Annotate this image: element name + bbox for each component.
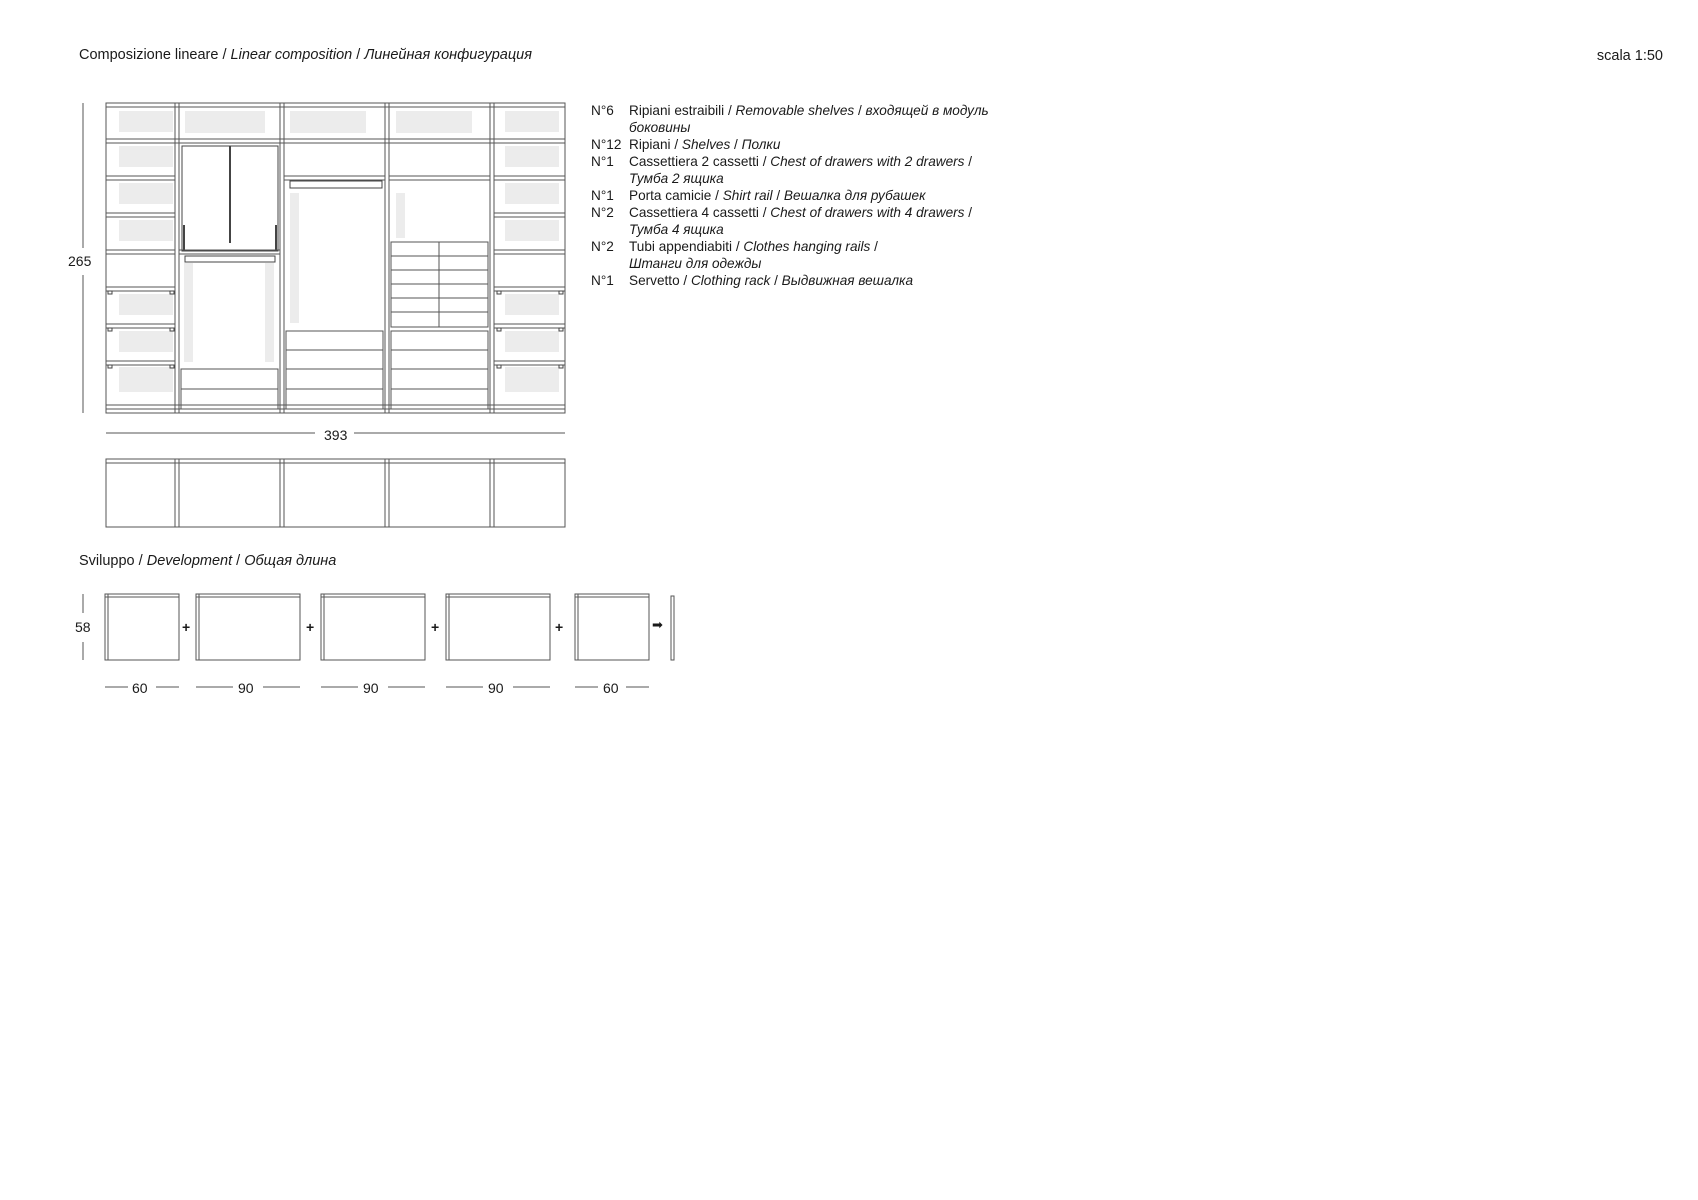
chest-4-drawers-a [286,331,383,409]
chest-2-drawers [181,369,278,409]
development-title-it: Sviluppo [79,553,135,569]
module-width-label: 90 [488,680,504,696]
width-dimension-label: 393 [324,427,348,443]
plus-sign: + [555,619,564,635]
legend-it: Ripiani [629,137,675,152]
shirt-rail [290,181,382,188]
legend-ru: Полки [741,137,781,152]
dev-module-2 [196,594,300,660]
legend-ru: Тумба 4 ящика [629,222,724,237]
module-width-label: 90 [238,680,254,696]
title-russian: Линейная конфигурация [364,47,532,63]
depth-dimension-label: 58 [75,619,91,635]
dev-module-4 [446,594,550,660]
legend-it: Tubi appendiabiti [629,239,733,254]
height-dimension-label: 265 [68,253,92,269]
plus-sign: + [306,619,315,635]
dev-module-1 [105,594,179,660]
end-panel [671,596,674,660]
legend-item: N°1 Porta camicie / Shirt rail / Вешалка для рубашек [591,188,926,203]
legend-en: Shirt rail [722,188,773,203]
module-width-label: 60 [603,680,619,696]
legend-item: N°6 Ripiani estraibili / Removable shelves / входящей в модуль боковины [591,103,989,135]
page-title: Composizione lineare / Linear composition / Линейная конфигурация [79,47,532,63]
legend-en: Clothing rack [690,273,771,288]
title-english: Linear composition [230,47,353,63]
legend-quantity: N°2 [591,205,614,220]
clothing-rack [182,146,278,262]
legend-ru: Выдвижная вешалка [781,273,914,288]
development-title-ru: Общая длина [244,553,337,569]
legend-item: N°1 Servetto / Clothing rack / Выдвижная вешалка [591,273,914,288]
legend-quantity: N°1 [591,188,614,203]
dev-module-3 [321,594,425,660]
legend-quantity: N°6 [591,103,614,118]
legend-item: N°1 Cassettiera 2 cassetti / Chest of drawers with 2 drawers / Тумба 2 ящика [591,154,973,186]
scale-label: scala 1:50 [1596,48,1663,64]
dev-module-5 [575,594,649,660]
module-width-label: 60 [132,680,148,696]
development-modules [83,594,674,687]
title-italian: Composizione lineare [79,47,219,63]
legend-it: Porta camicie [629,188,712,203]
legend-ru: Штанги для одежды [629,256,762,271]
components-legend [591,102,1031,289]
plus-sign: + [431,619,440,635]
small-drawer-grid [391,242,488,327]
legend-en: Removable shelves [735,103,855,118]
shelf-brackets [108,291,563,368]
chest-4-drawers-b [391,331,488,409]
arrow-right-icon: ➡ [652,617,663,632]
legend-en: Clothes hanging rails [743,239,871,254]
legend-ru: входящей в модуль боковины [629,103,989,135]
legend-quantity: N°1 [591,273,614,288]
legend-en: Chest of drawers with 2 drawers [770,154,965,169]
legend-item: N°2 Cassettiera 4 cassetti / Chest of drawers with 4 drawers / Тумба 4 ящика [591,205,973,237]
wardrobe-elevation [106,103,565,413]
legend-quantity: N°2 [591,239,614,254]
wardrobe-plan [106,459,565,527]
legend-quantity: N°1 [591,154,614,169]
legend-ru: Вешалка для рубашек [783,188,926,203]
legend-it: Cassettiera 4 cassetti [629,205,759,220]
legend-en: Chest of drawers with 4 drawers [770,205,965,220]
development-title-en: Development [146,553,233,569]
module-width-label: 90 [363,680,379,696]
plus-sign: + [182,619,191,635]
legend-en: Shelves [681,137,731,152]
legend-it: Cassettiera 2 cassetti [629,154,759,169]
development-title: Sviluppo / Development / Общая длина [79,553,337,569]
legend-it: Servetto [629,273,680,288]
legend-quantity: N°12 [591,137,622,152]
legend-it: Ripiani estraibili [629,103,725,118]
legend-ru: Тумба 2 ящика [629,171,724,186]
legend-item: N°12 Ripiani / Shelves / Полки [591,137,781,152]
module-dividers [175,103,494,413]
legend-item: N°2 Tubi appendiabiti / Clothes hanging rails / Штанги для одежды [591,239,878,271]
